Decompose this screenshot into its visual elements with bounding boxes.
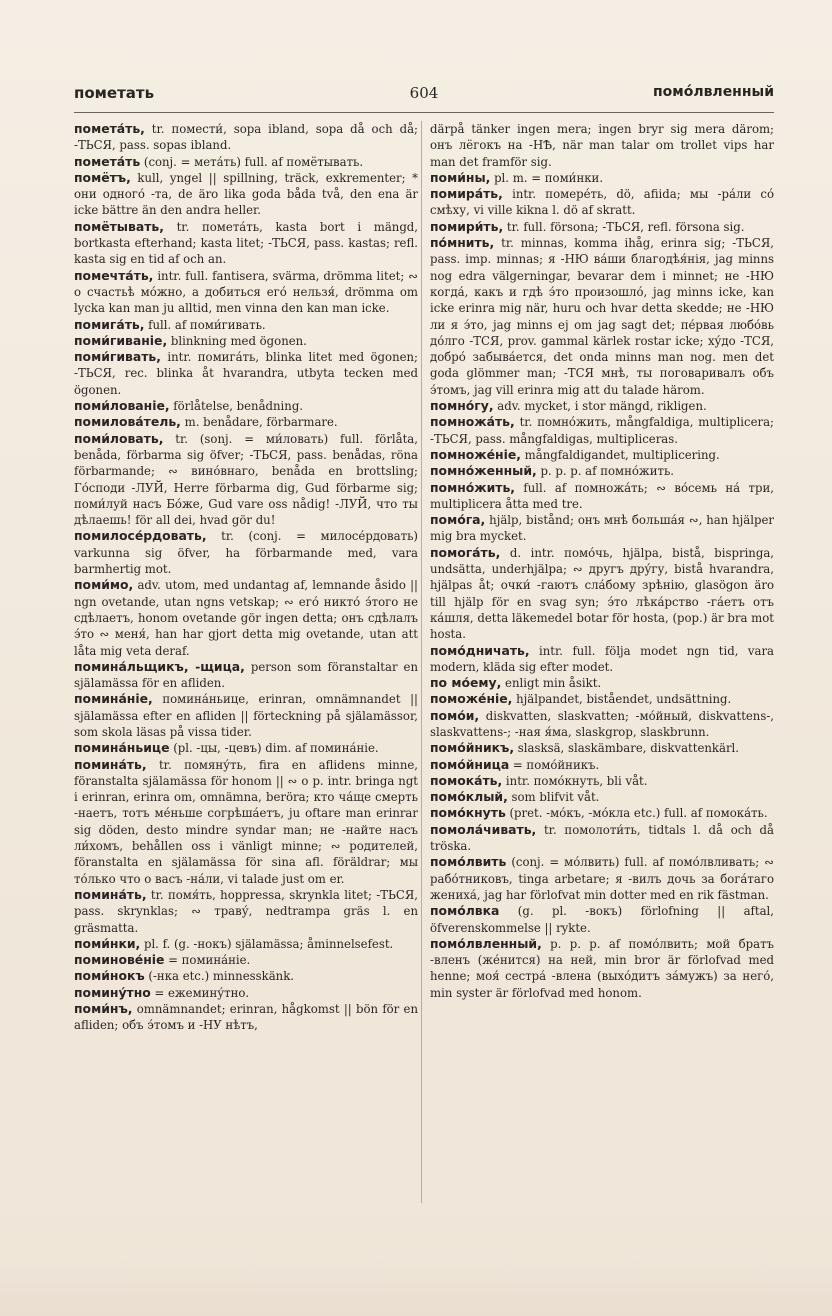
dictionary-entry: [430, 170, 774, 186]
entry-headword: помину́тно: [74, 984, 151, 1000]
dictionary-entry: [74, 154, 418, 170]
header-right-guide-word: помо́лвленный: [652, 84, 774, 100]
dictionary-entry: [430, 903, 774, 936]
entry-definition: = помо́йникъ.: [509, 757, 600, 772]
entry-definition: (pret. -мо́къ, -мо́кла etc.) full. af помока́ть.: [505, 806, 768, 821]
entry-definition: (-нка etc.) minnesskänk.: [144, 969, 294, 984]
entry-headword: помечта́ть,: [74, 267, 154, 283]
dictionary-entry: [74, 414, 418, 430]
entry-headword: помига́ть,: [74, 316, 145, 332]
entry-definition: tr. (conj. = милосе́рдовать) varkunna sig öfver, ha förbarmande med, vara barmhertig mot.: [74, 529, 418, 577]
entry-definition: diskvatten, slaskvatten; -мо́йный, diskvattens-, slaskvattens-; -ная я́ма, slaskgrop, slaskbrunn.: [430, 708, 774, 739]
dictionary-entry: [74, 121, 418, 154]
entry-headword: помира́ть,: [430, 186, 503, 202]
entry-headword: поми́гиванiе,: [74, 332, 168, 348]
dictionary-entry: [74, 757, 418, 887]
entry-definition: tr. помета́ть, kasta bort i mängd, bortkasta efterhand; kasta litet; -ТЬСЯ, pass. kastas; refl. kasta sig en tid af och an.: [74, 219, 418, 267]
dictionary-entry: [74, 349, 418, 398]
dictionary-entry: [430, 121, 774, 170]
entry-definition: intr. помига́ть, blinka litet med ögonen; -ТЬСЯ, rec. blinka åt hvarandra, utbyta tecken med ögonen.: [74, 350, 418, 397]
entry-definition: m. benådare, förbarmare.: [180, 415, 338, 430]
entry-definition: hjälpandet, biståendet, undsättning.: [512, 692, 732, 707]
page-number: 604: [409, 84, 439, 102]
dictionary-entry: [74, 659, 418, 692]
entry-definition: adv. mycket, i stor mängd, rikligen.: [493, 399, 707, 414]
entry-headword: по мо́ему,: [430, 675, 502, 691]
entry-definition: intr. помо́кнуть, bli våt.: [502, 773, 648, 788]
entry-headword: помо́дничать,: [430, 642, 530, 658]
entry-definition: full. af помножа́ть; ∾ во́семь на́ три, multiplicera åtta med tre.: [430, 480, 774, 511]
entry-definition: = ежемину́тно.: [150, 985, 250, 1000]
dictionary-entry: [430, 545, 774, 643]
entry-definition: (pl. -цы, -цевъ) dim. af помина́нiе.: [169, 741, 379, 756]
dictionary-entry: [74, 333, 418, 349]
dictionary-entry: [430, 186, 774, 219]
entry-definition: tr. full. försona; -ТЬСЯ, refl. försona sig.: [503, 219, 745, 234]
entry-headword: по́мнить,: [430, 235, 495, 251]
entry-definition: enligt min åsikt.: [501, 676, 602, 691]
entry-headword: помина́ть,: [74, 886, 147, 902]
dictionary-entry: [74, 431, 418, 529]
dictionary-entry: [74, 936, 418, 952]
entry-headword: помета́ть,: [74, 121, 145, 136]
dictionary-entry: [74, 528, 418, 577]
entry-headword: помета́ть: [74, 153, 141, 169]
header-rule: [74, 112, 774, 113]
entry-definition: tr. помолоти́ть, tidtals l. då och då tröska.: [430, 822, 774, 854]
dictionary-entry: [74, 577, 418, 658]
entry-headword: помно́гу,: [430, 398, 494, 414]
entry-headword: помина́ть,: [74, 756, 147, 772]
entry-headword: помока́ть,: [430, 772, 503, 788]
dictionary-entry: [74, 1001, 418, 1034]
entry-headword: помина́ньице: [74, 740, 170, 756]
dictionary-entry: [430, 675, 774, 691]
entry-headword: помо́йница: [430, 756, 510, 772]
entry-definition: tr. помести́, sopa ibland, sopa då och då; -ТЬСЯ, pass. sopas ibland.: [74, 122, 418, 153]
entry-headword: помо́лвка: [430, 903, 500, 919]
dictionary-entry: [430, 773, 774, 789]
entry-headword: помо́йникъ,: [430, 740, 515, 756]
entry-definition: full. af поми́гивать.: [144, 317, 266, 332]
entry-headword: помноже́нiе,: [430, 446, 521, 462]
entry-headword: поми́нъ,: [74, 1001, 133, 1017]
entry-headword: помо́и,: [430, 707, 480, 723]
dictionary-entry: [430, 643, 774, 676]
right-column: [430, 121, 774, 1001]
entry-definition: tr. minnas, komma ihåg, erinra sig; -ТЬСЯ, pass. imp. minnas; я -НЮ ва́ши благодѣя́нiя, jag minns nog edra välgerningar, bevarar dem i minnet; не -НЮ когда́, какъ и гдѣ э́то произошло́, jag minns icke, kan icke erinra mig när, huru och hvar detta skedde; не -НЮ ли я э́то, jag minns ej om jag sagt det; пе́рвая любо́вь до́лго -ТСЯ, prov. gammal kärlek rostar icke; ху́до -ТСЯ, добро́ забыва́ется, det onda minns man nog. men det goda glömmer man; -ТСЯ мнѣ, ты поговаривалъ объ э́томъ, jag vill erinra mig att du talade härom.: [430, 236, 774, 397]
entry-headword: поминове́нiе: [74, 952, 165, 968]
entry-definition: (conj. = мо́лвить) full. af помо́лвливать; ∾ рабо́тниковъ, tinga arbetare; я -вилъ дочь за бога́таго жениха́, jag har förlofvat min dotter med en rik fästman.: [430, 855, 774, 902]
entry-headword: поми́ны,: [430, 169, 491, 185]
dictionary-entry: [430, 398, 774, 414]
entry-headword: помо́кнуть: [430, 805, 506, 821]
entry-headword: поми́мо,: [74, 577, 134, 593]
entry-headword: поми́нокъ: [74, 968, 145, 984]
entry-headword: помно́жить,: [430, 479, 516, 495]
entry-definition: kull, yngel || spillning, träck, exkrementer; * они одного́ -та, de äro lika goda båda två, den ena är icke bättre än den andra heller.: [74, 170, 418, 218]
entry-definition: blinkning med ögonen.: [167, 333, 307, 348]
dictionary-entry: [430, 789, 774, 805]
dictionary-entry: [74, 740, 418, 756]
running-header: [74, 84, 774, 106]
dictionary-entry: [430, 740, 774, 756]
dictionary-entry: [74, 317, 418, 333]
header-left-guide-word: пометать: [74, 84, 155, 102]
entry-headword: помётывать,: [74, 218, 164, 234]
entry-headword: поми́лованiе,: [74, 398, 170, 414]
entry-headword: помно́женный,: [430, 463, 537, 479]
dictionary-entry: [430, 463, 774, 479]
dictionary-entry: [430, 822, 774, 855]
entry-definition: (conj. = мета́ть) full. af помётывать.: [140, 154, 364, 169]
entry-headword: помири́ть,: [430, 218, 504, 234]
entry-definition: tr. помя́ть, hoppressa, skrynkla litet; -ТЬСЯ, pass. skrynklas; ∾ траву́, nedtrampa gräs l. en gräsmatta.: [74, 887, 418, 935]
entry-headword: помо́клый,: [430, 789, 508, 805]
entry-definition: (g. pl. -вокъ) förlofning || aftal, öfverenskommelse || rykte.: [430, 904, 774, 935]
entry-definition: p. p. p. af помо́лвить; мой братъ -вленъ (же́нится) на ней, min bror är förlofvad med henne; моя́ сестра́ -влена (выхо́дитъ за́мужъ) за него́, min syster är förlofvad med honom.: [430, 936, 774, 1000]
left-column: [74, 121, 418, 1034]
entry-definition: tr. помно́жить, mångfaldiga, multiplicera; -ТЬСЯ, pass. mångfaldigas, multipliceras.: [430, 415, 774, 446]
entry-definition: tr. (sonj. = ми́ловать) full. förlåta, benåda, förbarma sig öfver; -ТЬСЯ, pass. benådas, röna förbarmande; ∾ вино́внаго, benåda en brottsling; Го́споди -ЛУЙ, Herre förbarma dig, Gud förbarme sig; поми́луй насъ Бо́же, Gud vare oss nådig! -ЛУЙ, что ты дѣлаешь! för all dei, hvad gör du!: [74, 431, 418, 528]
entry-headword: помётъ,: [74, 169, 131, 185]
entry-headword: помола́чивать,: [430, 821, 537, 837]
entry-definition: slasksä, slaskämbare, diskvattenkärl.: [514, 741, 739, 756]
entry-headword: поми́гивать,: [74, 349, 161, 365]
entry-headword: помина́нiе,: [74, 691, 153, 707]
dictionary-entry: [74, 170, 418, 219]
entry-headword: помилова́тель,: [74, 414, 181, 430]
entry-definition: p. p. p. af помно́жить.: [536, 464, 675, 479]
dictionary-entry: [74, 398, 418, 414]
dictionary-entry: [430, 708, 774, 741]
entry-headword: помножа́ть,: [430, 414, 515, 430]
dictionary-entry: [430, 805, 774, 821]
dictionary-entry: [430, 414, 774, 447]
entry-definition: omnämnandet; erinran, hågkomst || bön för en afliden; объ э́томъ и -НУ нѣтъ,: [74, 1002, 418, 1033]
entry-definition: mångfaldigandet, multiplicering.: [520, 447, 720, 462]
entry-headword: поможе́нiе,: [430, 691, 513, 707]
dictionary-entry: [74, 887, 418, 936]
entry-definition: förlåtelse, benådning.: [169, 399, 304, 414]
dictionary-entry: [74, 219, 418, 268]
entry-definition: intr. full. följa modet ngn tid, vara modern, kläda sig efter modet.: [430, 643, 774, 674]
entry-headword: помо́га,: [430, 512, 486, 528]
entry-definition: intr. помере́ть, dö, afiida; мы -ра́ли со́ смѣху, vi ville kikna l. dö af skratt.: [430, 187, 774, 218]
dictionary-entry: [74, 968, 418, 984]
entry-definition: помина́ньице, erinran, omnämnandet || själamässa efter en afliden || förteckning på själamässor, som skola läsas på vissa tider.: [74, 692, 418, 739]
dictionary-entry: [430, 512, 774, 545]
dictionary-entry: [430, 757, 774, 773]
entry-headword: помилосе́рдовать,: [74, 528, 207, 544]
entry-definition: därpå tänker ingen mera; ingen bryr sig mera därom; онъ лёгокъ на -НѢ, när man talar om trollet vips har man det framför sig.: [430, 122, 774, 169]
entry-headword: поми́нки,: [74, 935, 141, 951]
dictionary-entry: [430, 447, 774, 463]
entry-headword: поми́ловать,: [74, 430, 164, 446]
dictionary-entry: [74, 691, 418, 740]
entry-headword: помо́лвить: [430, 854, 507, 870]
entry-definition: = помина́нiе.: [164, 953, 251, 968]
entry-headword: помога́ть,: [430, 544, 501, 560]
dictionary-entry: [430, 691, 774, 707]
entry-definition: adv. utom, med undantag af, lemnande åsido || ngn ovetande, utan ngns vetskap; ∾ его́ никто́ э́того не сдѣлаетъ, honom ovetande gör ingen detta; онъ сдѣлалъ э́то ∾ меня́, han har gjort detta mig ovetande, utan att låta mig veta deraf.: [74, 578, 418, 658]
page-bottom-margin: [0, 1256, 832, 1316]
entry-definition: tr. помяну́ть, fira en aflidens minne, föranstalta själamässa för honom || ∾ о p. intr. bringa ngt i erinran, erinra om, omnämna, beröra; кто ча́ще смерть -наетъ, тотъ ме́ньше согрѣша́етъ, ju oftare man erinrar sig döden, desto mindre syndar man; не -найте насъ ли́хомъ, behållen oss i vänligt minne; ∾ родителей, föranstalta en själamässa för sina afl. föräldrar; мы то́лько что о васъ -на́ли, vi talade just om er.: [74, 757, 418, 886]
dictionary-entry: [430, 219, 774, 235]
entry-definition: intr. full. fantisera, svärma, drömma litet; ∾ о счастьѣ мо́жно, а добиться его́ нельзя́, drömma om lycka kan man ju alltid, men vinna den kan man icke.: [74, 268, 418, 316]
dictionary-entry: [74, 952, 418, 968]
column-divider: [421, 121, 422, 1203]
dictionary-entry: [74, 985, 418, 1001]
dictionary-entry: [74, 268, 418, 317]
entry-definition: d. intr. помо́чь, hjälpa, bistå, bispringa, undsätta, underhjälpa; ∾ другъ дру́гу, bistå hvarandra, hjälpas åt; очки́ -гаютъ сла́бому зрѣнiю, glasögon äro till hjälp för en svag syn; э́то лѣка́рство -га́етъ отъ ка́шля, detta läkemedel botar för hosta, (pop.) är bra mot hosta.: [430, 545, 774, 642]
entry-headword: помо́лвленный,: [430, 935, 542, 951]
dictionary-entry: [430, 235, 774, 398]
entry-headword: помина́льщикъ, -щица,: [74, 658, 245, 674]
entry-definition: som blifvit våt.: [507, 790, 600, 805]
dictionary-entry: [430, 854, 774, 903]
entry-definition: pl. m. = поми́нки.: [490, 170, 604, 185]
entry-definition: pl. f. (g. -нокъ) själamässa; åminnelsefest.: [140, 936, 394, 951]
dictionary-entry: [430, 480, 774, 513]
entry-definition: person som föranstaltar en själamässa för en afliden.: [74, 659, 418, 691]
dictionary-entry: [430, 936, 774, 1001]
entry-definition: hjälp, bistånd; онъ мнѣ больша́я ∾, han hjälper mig bra mycket.: [430, 513, 774, 544]
